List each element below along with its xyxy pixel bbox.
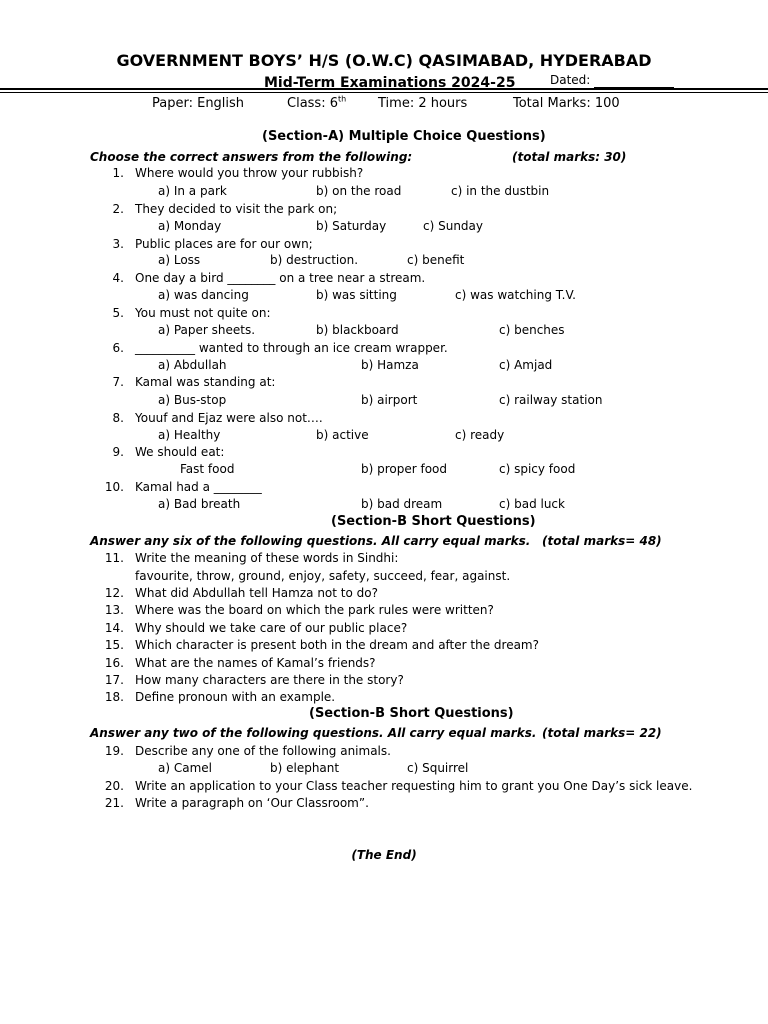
option-c: c) railway station	[499, 393, 603, 407]
question-text: Why should we take care of our public place?	[135, 621, 408, 635]
question-text: Kamal had a ________	[135, 480, 262, 494]
option-a: a) Bus-stop	[158, 393, 227, 407]
question-number: 16.	[104, 656, 124, 670]
question-text: One day a bird ________ on a tree near a stream.	[135, 271, 426, 285]
option-c: c) Squirrel	[407, 761, 469, 775]
question-number: 12.	[104, 586, 124, 600]
question-number: 9.	[112, 445, 124, 459]
dated-field	[550, 72, 674, 88]
question-number: 2.	[112, 202, 124, 216]
question-number: 8.	[112, 411, 124, 425]
question-text: Where would you throw your rubbish?	[135, 166, 364, 180]
question-number: 4.	[112, 271, 124, 285]
question-number: 11.	[104, 551, 124, 565]
option-a: a) In a park	[158, 184, 227, 198]
class-text: Class: 6	[287, 96, 338, 111]
question-number: 19.	[104, 744, 124, 758]
question-text: They decided to visit the park on;	[135, 202, 338, 216]
section-c-instruction: Answer any two of the following questions. All carry equal marks.	[90, 726, 537, 740]
option-b: b) Saturday	[316, 219, 387, 233]
option-c: c) was watching T.V.	[455, 288, 576, 302]
question-number: 3.	[112, 237, 124, 251]
question-number: 15.	[104, 638, 124, 652]
section-c-marks: (total marks= 22)	[542, 726, 662, 740]
time-label: Time: 2 hours	[378, 96, 468, 111]
question-number: 18.	[104, 690, 124, 704]
question-text: Write an application to your Class teacher requesting him to grant you One Day’s sick leave.	[135, 779, 693, 793]
exam-title: Mid-Term Examinations 2024-25	[264, 75, 516, 91]
question-text: __________ wanted to through an ice cream wrapper.	[135, 341, 448, 355]
option-a: a) was dancing	[158, 288, 249, 302]
school-name: GOVERNMENT BOYS’ H/S (O.W.C) QASIMABAD, HYDERABAD	[116, 51, 652, 70]
option-b: b) bad dream	[361, 497, 443, 511]
option-c: c) bad luck	[499, 497, 565, 511]
option-a: a) Paper sheets.	[158, 323, 256, 337]
option-a: a) Healthy	[158, 428, 221, 442]
class-sup: th	[337, 94, 347, 104]
option-c: c) benefit	[407, 253, 465, 267]
question-number: 1.	[112, 166, 124, 180]
question-text: What are the names of Kamal’s friends?	[135, 656, 376, 670]
question-number: 6.	[112, 341, 124, 355]
section-a-heading: (Section-A) Multiple Choice Questions)	[262, 129, 546, 144]
question-number: 7.	[112, 375, 124, 389]
question-text: Kamal was standing at:	[135, 375, 276, 389]
question-text: You must not quite on:	[135, 306, 271, 320]
question-text: Youuf and Ejaz were also not….	[135, 411, 323, 425]
section-a-instruction: Choose the correct answers from the following:	[90, 150, 413, 164]
section-a-marks: (total marks: 30)	[512, 150, 627, 164]
option-c: c) Sunday	[423, 219, 483, 233]
option-b: b) was sitting	[316, 288, 397, 302]
option-a: Fast food	[180, 462, 235, 476]
option-a: a) Monday	[158, 219, 222, 233]
question-text: Define pronoun with an example.	[135, 690, 336, 704]
option-b: b) proper food	[361, 462, 448, 476]
option-a: a) Loss	[158, 253, 201, 267]
class-label	[287, 96, 346, 112]
question-text: Write the meaning of these words in Sindhi:	[135, 551, 399, 565]
option-b: b) destruction.	[270, 253, 359, 267]
option-b: b) airport	[361, 393, 418, 407]
question-text: Which character is present both in the dream and after the dream?	[135, 638, 539, 652]
section-b-instruction: Answer any six of the following questions. All carry equal marks.	[90, 534, 531, 548]
option-b: b) active	[316, 428, 369, 442]
question-text: Describe any one of the following animals.	[135, 744, 391, 758]
option-c: c) ready	[455, 428, 505, 442]
dated-label: Dated:	[550, 73, 591, 87]
question-continuation: favourite, throw, ground, enjoy, safety, succeed, fear, against.	[135, 569, 511, 583]
section-b-marks: (total marks= 48)	[542, 534, 662, 548]
the-end: (The End)	[351, 848, 417, 862]
option-a: a) Bad breath	[158, 497, 241, 511]
option-b: b) blackboard	[316, 323, 399, 337]
option-b: b) on the road	[316, 184, 402, 198]
question-text: Where was the board on which the park rules were written?	[135, 603, 494, 617]
question-number: 21.	[104, 796, 124, 810]
question-number: 10.	[104, 480, 124, 494]
total-marks-label: Total Marks: 100	[513, 96, 620, 111]
header-rule-thick	[0, 88, 768, 90]
question-text: We should eat:	[135, 445, 225, 459]
option-c: c) Amjad	[499, 358, 553, 372]
option-b: b) elephant	[270, 761, 340, 775]
option-c: c) benches	[499, 323, 565, 337]
question-number: 20.	[104, 779, 124, 793]
question-number: 17.	[104, 673, 124, 687]
paper-label: Paper: English	[152, 96, 245, 111]
header-rule-thin	[0, 92, 768, 93]
option-c: c) in the dustbin	[451, 184, 550, 198]
question-number: 14.	[104, 621, 124, 635]
section-c-heading: (Section-B Short Questions)	[309, 706, 514, 721]
option-a: a) Abdullah	[158, 358, 227, 372]
option-b: b) Hamza	[361, 358, 419, 372]
option-c: c) spicy food	[499, 462, 576, 476]
question-number: 5.	[112, 306, 124, 320]
question-text: Public places are for our own;	[135, 237, 313, 251]
dated-blank	[594, 76, 674, 88]
question-text: How many characters are there in the story?	[135, 673, 404, 687]
question-text: What did Abdullah tell Hamza not to do?	[135, 586, 378, 600]
section-b-heading: (Section-B Short Questions)	[331, 514, 536, 529]
option-a: a) Camel	[158, 761, 212, 775]
question-text: Write a paragraph on ‘Our Classroom”.	[135, 796, 369, 810]
question-number: 13.	[104, 603, 124, 617]
